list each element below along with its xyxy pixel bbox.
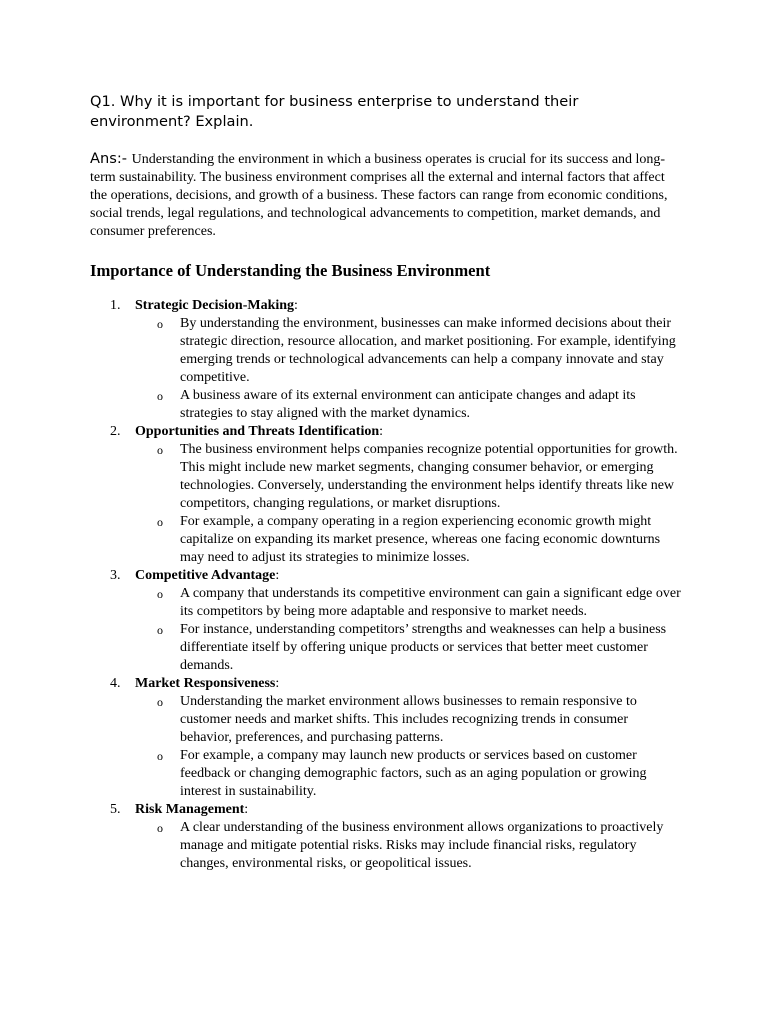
sub-item (135, 693, 682, 747)
item-number: 4. (110, 676, 121, 691)
hollow-bullet-icon: o (157, 443, 163, 457)
list-item (90, 801, 682, 873)
answer-text: Understanding the environment in which a business operates is crucial for its success and long-term sustainability. The business environment comprises all the external and internal factors that affect the operations, decisions, and growth of a business. These factors can range from economic conditions, social trends, legal regulations, and technological advancements to competition, market demands, and consumer preferences. (90, 152, 668, 239)
item-title: Market Responsiveness (135, 676, 276, 691)
sub-list (135, 693, 682, 801)
sub-list (135, 585, 682, 675)
list-item (90, 675, 682, 801)
importance-list (90, 297, 682, 873)
list-item (90, 297, 682, 423)
sub-item-text: The business environment helps companies recognize potential opportunities for growth. This might include new market segments, changing consumer behavior, or emerging technologies. Conversely, understanding the environment helps identify threats like new competitors, changing regulations, or market disruptions. (180, 442, 678, 511)
sub-item-text: For example, a company operating in a region experiencing economic growth might capitalize on expanding its market presence, whereas one facing economic downturns may need to adjust its strategies to minimize losses. (180, 514, 661, 565)
item-title: Competitive Advantage (135, 568, 276, 583)
hollow-bullet-icon: o (157, 515, 163, 529)
hollow-bullet-icon: o (157, 317, 163, 331)
sub-item (135, 819, 682, 873)
sub-item (135, 513, 682, 567)
hollow-bullet-icon: o (157, 749, 163, 763)
item-number: 3. (110, 568, 121, 583)
hollow-bullet-icon: o (157, 695, 163, 709)
item-colon: : (275, 568, 280, 583)
list-item (90, 423, 682, 567)
item-title: Strategic Decision-Making (135, 298, 295, 313)
item-title: Opportunities and Threats Identification (135, 424, 380, 439)
sub-item-text: By understanding the environment, businesses can make informed decisions about their strategic direction, resource allocation, and market positioning. For example, identifying emerging trends or technological advancements can help a company innovate and stay competitive. (180, 316, 676, 385)
item-number: 1. (110, 298, 121, 313)
sub-item-text: A business aware of its external environment can anticipate changes and adapt its strategies to stay aligned with the market dynamics. (180, 388, 636, 421)
sub-item (135, 621, 682, 675)
sub-list (135, 315, 682, 423)
hollow-bullet-icon: o (157, 821, 163, 835)
hollow-bullet-icon: o (157, 587, 163, 601)
item-number: 5. (110, 802, 121, 817)
item-title: Risk Management (135, 802, 245, 817)
hollow-bullet-icon: o (157, 389, 163, 403)
sub-item-text: Understanding the market environment allows businesses to remain responsive to customer needs and market shifts. This includes recognizing trends in consumer behavior, preferences, and purchasing patterns. (180, 694, 637, 745)
sub-item (135, 441, 682, 513)
answer-label: Ans:- (90, 150, 132, 167)
item-colon: : (275, 676, 280, 691)
sub-item (135, 747, 682, 801)
sub-list (135, 819, 682, 873)
answer-paragraph (90, 150, 682, 241)
item-number: 2. (110, 424, 121, 439)
item-colon: : (294, 298, 298, 313)
sub-item (135, 387, 682, 423)
sub-item-text: For instance, understanding competitors’ strengths and weaknesses can help a business differentiate itself by offering unique products or services that better meet customer demands. (180, 622, 667, 673)
question-text: Q1. Why it is important for business enterprise to understand their environment? Explain. (90, 93, 579, 130)
list-item (90, 567, 682, 675)
sub-list (135, 441, 682, 567)
sub-item (135, 585, 682, 621)
sub-item-text: A clear understanding of the business environment allows organizations to proactively manage and mitigate potential risks. Risks may include financial risks, regulatory changes, environmental risks, or geopolitical issues. (180, 820, 664, 871)
section-heading: Importance of Understanding the Business Environment (90, 261, 491, 280)
document-page (90, 92, 682, 873)
sub-item-text: For example, a company may launch new products or services based on customer feedback or changing demographic factors, such as an aging population or growing interest in sustainability. (180, 748, 647, 799)
sub-item-text: A company that understands its competitive environment can gain a significant edge over its competitors by being more adaptable and responsive to market needs. (180, 586, 681, 619)
hollow-bullet-icon: o (157, 623, 163, 637)
sub-item (135, 315, 682, 387)
item-colon: : (244, 802, 249, 817)
item-colon: : (379, 424, 384, 439)
